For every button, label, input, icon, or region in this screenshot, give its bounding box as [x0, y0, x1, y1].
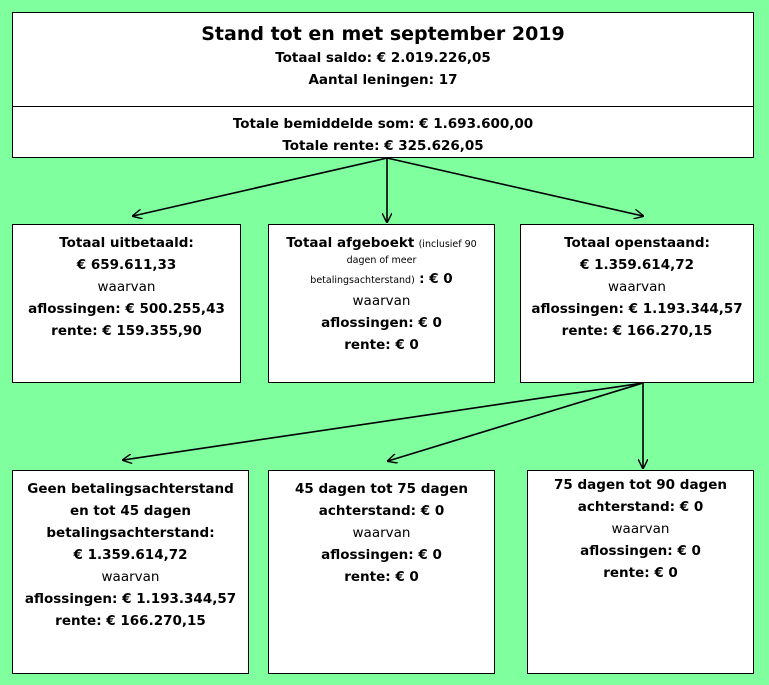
paid-repayments: aflossingen: € 500.255,43	[28, 301, 225, 317]
outstanding-box	[520, 224, 754, 383]
writtenoff-note-a: (inclusief 90	[418, 239, 477, 250]
no-arrears-amount: € 1.359.614,72	[73, 547, 188, 563]
outstanding-amount: € 1.359.614,72	[579, 257, 695, 273]
no-arrears-of-which: waarvan	[101, 569, 160, 585]
writtenoff-of-which: waarvan	[352, 293, 411, 309]
arrow-to-no-arrears	[123, 383, 643, 460]
no-arrears-line1: Geen betalingsachterstand	[27, 481, 234, 497]
no-arrears-interest: rente: € 166.270,15	[55, 613, 206, 629]
arrow-to-arrears-45-75	[388, 383, 643, 461]
arrears-45-75-line2: achterstand: € 0	[318, 503, 445, 519]
total-mediated: Totale bemiddelde som: € 1.693.600,00	[232, 116, 534, 132]
writtenoff-amount: : € 0	[419, 271, 453, 287]
summary-title: Stand tot en met september 2019	[201, 23, 565, 45]
paid-amount: € 659.611,33	[76, 257, 177, 273]
writtenoff-note-b: dagen of meer	[346, 255, 417, 266]
writtenoff-repayments: aflossingen: € 0	[321, 315, 442, 331]
outstanding-interest: rente: € 166.270,15	[561, 323, 713, 339]
total-balance: Totaal saldo: € 2.019.226,05	[275, 50, 491, 66]
arrears-45-75-repayments: aflossingen: € 0	[321, 547, 442, 563]
arrears-75-90-line2: achterstand: € 0	[577, 499, 704, 515]
total-interest: Totale rente: € 325.626,05	[282, 138, 484, 154]
loan-count: Aantal leningen: 17	[308, 72, 458, 88]
outstanding-repayments: aflossingen: € 1.193.344,57	[531, 301, 743, 317]
no-arrears-line3: betalingsachterstand:	[46, 525, 215, 541]
writtenoff-note-c: betalingsachterstand)	[310, 275, 415, 286]
arrears-45-75-of-which: waarvan	[352, 525, 411, 541]
arrears-45-75-box	[268, 470, 495, 674]
arrears-75-90-box	[527, 470, 754, 674]
paid-of-which: waarvan	[97, 279, 156, 295]
no-arrears-box	[12, 470, 249, 674]
no-arrears-repayments: aflossingen: € 1.193.344,57	[24, 591, 237, 607]
arrears-75-90-of-which: waarvan	[611, 521, 670, 537]
arrow-to-paid	[133, 158, 387, 216]
arrears-75-90-interest: rente: € 0	[603, 565, 678, 581]
arrears-45-75-interest: rente: € 0	[344, 569, 419, 585]
no-arrears-line2: en tot 45 dagen	[69, 503, 192, 519]
arrow-to-outstanding	[387, 158, 643, 216]
writtenoff-heading: Totaal afgeboekt	[286, 235, 415, 251]
outstanding-of-which: waarvan	[608, 279, 666, 295]
paid-box	[12, 224, 241, 383]
writtenoff-box	[268, 224, 495, 383]
paid-interest: rente: € 159.355,90	[51, 323, 202, 339]
paid-heading: Totaal uitbetaald:	[59, 235, 194, 251]
arrears-45-75-line1: 45 dagen tot 75 dagen	[295, 481, 468, 497]
summary-box	[12, 12, 754, 158]
arrears-75-90-line1: 75 dagen tot 90 dagen	[554, 477, 727, 493]
outstanding-heading: Totaal openstaand:	[564, 235, 710, 251]
writtenoff-interest: rente: € 0	[344, 337, 419, 353]
arrears-75-90-repayments: aflossingen: € 0	[580, 543, 701, 559]
